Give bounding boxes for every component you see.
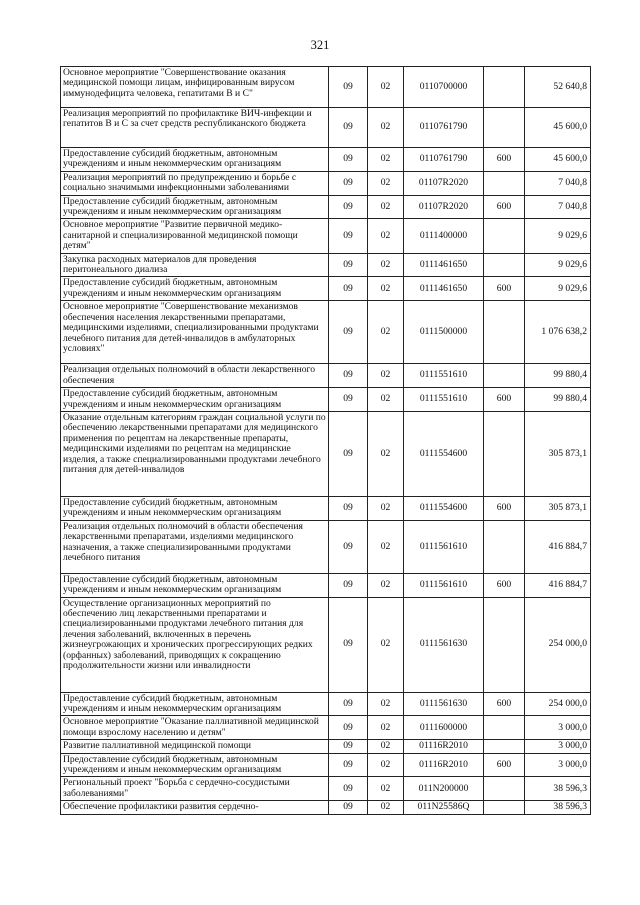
row-section-code: 09 xyxy=(329,740,368,753)
table-row xyxy=(61,520,591,573)
row-target-article-code: 0111461650 xyxy=(404,277,484,301)
row-subsection-code: 02 xyxy=(368,253,404,277)
row-amount: 99 880,4 xyxy=(525,364,591,388)
row-name: Региональный проект "Борьба с сердечно-сосудистыми заболеваниями" xyxy=(61,777,329,801)
row-subsection-code: 02 xyxy=(368,692,404,716)
row-amount: 38 596,3 xyxy=(525,801,591,814)
row-subsection-code: 02 xyxy=(368,108,404,148)
row-subsection-code: 02 xyxy=(368,777,404,801)
row-subsection-code: 02 xyxy=(368,496,404,520)
row-expense-type-code: 600 xyxy=(484,496,525,520)
row-expense-type-code: 600 xyxy=(484,753,525,777)
table-row xyxy=(61,195,591,219)
row-section-code: 09 xyxy=(329,573,368,597)
row-subsection-code: 02 xyxy=(368,301,404,364)
row-amount: 7 040,8 xyxy=(525,195,591,219)
row-section-code: 09 xyxy=(329,411,368,496)
row-name: Закупка расходных материалов для проведения перитонеального диализа xyxy=(61,253,329,277)
row-expense-type-code xyxy=(484,108,525,148)
table-row xyxy=(61,597,591,692)
row-section-code: 09 xyxy=(329,753,368,777)
row-amount: 3 000,0 xyxy=(525,716,591,740)
budget-table xyxy=(60,66,591,815)
row-subsection-code: 02 xyxy=(368,388,404,412)
row-subsection-code: 02 xyxy=(368,67,404,108)
row-subsection-code: 02 xyxy=(368,148,404,172)
row-section-code: 09 xyxy=(329,108,368,148)
row-name: Развитие паллиативной медицинской помощи xyxy=(61,740,329,753)
row-amount: 305 873,1 xyxy=(525,496,591,520)
row-target-article-code: 0111561630 xyxy=(404,692,484,716)
row-target-article-code: 0111554600 xyxy=(404,411,484,496)
row-target-article-code: 01116R2010 xyxy=(404,753,484,777)
row-amount: 9 029,6 xyxy=(525,219,591,253)
row-expense-type-code xyxy=(484,777,525,801)
table-row xyxy=(61,573,591,597)
row-expense-type-code: 600 xyxy=(484,388,525,412)
row-expense-type-code xyxy=(484,740,525,753)
row-subsection-code: 02 xyxy=(368,171,404,195)
table-row xyxy=(61,496,591,520)
row-section-code: 09 xyxy=(329,388,368,412)
row-expense-type-code xyxy=(484,219,525,253)
row-name: Реализация мероприятий по профилактике ВИЧ-инфекции и гепатитов В и С за счет средств республиканского бюджета xyxy=(61,108,329,148)
row-subsection-code: 02 xyxy=(368,364,404,388)
row-amount: 45 600,0 xyxy=(525,108,591,148)
row-section-code: 09 xyxy=(329,195,368,219)
row-expense-type-code xyxy=(484,520,525,573)
row-section-code: 09 xyxy=(329,716,368,740)
row-subsection-code: 02 xyxy=(368,740,404,753)
row-section-code: 09 xyxy=(329,692,368,716)
row-section-code: 09 xyxy=(329,277,368,301)
row-target-article-code: 0111400000 xyxy=(404,219,484,253)
row-name: Обеспечение профилактики развития сердечно- xyxy=(61,801,329,814)
table-row xyxy=(61,301,591,364)
table-row xyxy=(61,411,591,496)
table-row xyxy=(61,364,591,388)
row-expense-type-code: 600 xyxy=(484,195,525,219)
row-subsection-code: 02 xyxy=(368,411,404,496)
row-expense-type-code: 600 xyxy=(484,277,525,301)
row-section-code: 09 xyxy=(329,253,368,277)
table-row xyxy=(61,740,591,753)
row-target-article-code: 0111600000 xyxy=(404,716,484,740)
row-expense-type-code: 600 xyxy=(484,573,525,597)
row-expense-type-code: 600 xyxy=(484,148,525,172)
row-amount: 416 884,7 xyxy=(525,573,591,597)
table-row xyxy=(61,777,591,801)
row-amount: 9 029,6 xyxy=(525,277,591,301)
row-target-article-code: 0111461650 xyxy=(404,253,484,277)
table-row xyxy=(61,388,591,412)
row-target-article-code: 0111561610 xyxy=(404,520,484,573)
row-name: Предоставление субсидий бюджетным, автономным учреждениям и иным некоммерческим организациям xyxy=(61,277,329,301)
row-amount: 45 600,0 xyxy=(525,148,591,172)
row-amount: 254 000,0 xyxy=(525,692,591,716)
row-expense-type-code xyxy=(484,67,525,108)
row-name: Предоставление субсидий бюджетным, автономным учреждениям и иным некоммерческим организациям xyxy=(61,496,329,520)
row-section-code: 09 xyxy=(329,219,368,253)
row-target-article-code: 0111500000 xyxy=(404,301,484,364)
row-expense-type-code xyxy=(484,364,525,388)
row-target-article-code: 0110761790 xyxy=(404,108,484,148)
row-name: Предоставление субсидий бюджетным, автономным учреждениям и иным некоммерческим организациям xyxy=(61,148,329,172)
row-name: Основное мероприятие "Оказание паллиативной медицинской помощи взрослому населению и детям" xyxy=(61,716,329,740)
row-name: Предоставление субсидий бюджетным, автономным учреждениям и иным некоммерческим организациям xyxy=(61,195,329,219)
row-subsection-code: 02 xyxy=(368,520,404,573)
row-section-code: 09 xyxy=(329,801,368,814)
row-target-article-code: 01107R2020 xyxy=(404,195,484,219)
table-row xyxy=(61,148,591,172)
row-name: Основное мероприятие "Совершенствование механизмов обеспечения населения лекарственными препаратами, медицинскими изделиями, специализированными продуктами лечебного питания для детей-инвалидов в амбулаторных условиях" xyxy=(61,301,329,364)
row-name: Основное мероприятие "Развитие первичной медико-санитарной и специализированной медицинской помощи детям" xyxy=(61,219,329,253)
row-amount: 3 000,0 xyxy=(525,753,591,777)
row-section-code: 09 xyxy=(329,777,368,801)
row-expense-type-code xyxy=(484,716,525,740)
table-row xyxy=(61,253,591,277)
row-expense-type-code xyxy=(484,411,525,496)
row-amount: 1 076 638,2 xyxy=(525,301,591,364)
row-expense-type-code xyxy=(484,253,525,277)
row-target-article-code: 0111551610 xyxy=(404,388,484,412)
row-target-article-code: 011N25586Q xyxy=(404,801,484,814)
row-target-article-code: 0110761790 xyxy=(404,148,484,172)
row-name: Реализация отдельных полномочий в области лекарственного обеспечения xyxy=(61,364,329,388)
row-section-code: 09 xyxy=(329,364,368,388)
row-amount: 416 884,7 xyxy=(525,520,591,573)
row-amount: 305 873,1 xyxy=(525,411,591,496)
row-subsection-code: 02 xyxy=(368,277,404,301)
table-row xyxy=(61,277,591,301)
row-target-article-code: 0111561610 xyxy=(404,573,484,597)
row-amount: 38 596,3 xyxy=(525,777,591,801)
table-row xyxy=(61,67,591,108)
table-row xyxy=(61,171,591,195)
row-subsection-code: 02 xyxy=(368,753,404,777)
row-target-article-code: 0111554600 xyxy=(404,496,484,520)
row-section-code: 09 xyxy=(329,597,368,692)
row-section-code: 09 xyxy=(329,301,368,364)
row-target-article-code: 0111561630 xyxy=(404,597,484,692)
row-section-code: 09 xyxy=(329,171,368,195)
row-name: Предоставление субсидий бюджетным, автономным учреждениям и иным некоммерческим организациям xyxy=(61,692,329,716)
row-section-code: 09 xyxy=(329,496,368,520)
table-row xyxy=(61,108,591,148)
table-row xyxy=(61,801,591,814)
row-subsection-code: 02 xyxy=(368,801,404,814)
row-section-code: 09 xyxy=(329,520,368,573)
row-name: Оказание отдельным категориям граждан социальной услуги по обеспечению лекарственными препаратами для медицинского применения по рецептам на лекарственные препараты, медицинскими изделиями по рецептам на медицинские изделия, а также специализированными продуктами лечебного питания для детей-инвалидов xyxy=(61,411,329,496)
row-name: Осуществление организационных мероприятий по обеспечению лиц лекарственными препаратами и специализированными продуктами лечебного питания для лечения заболеваний, включенных в перечень жизнеугрожающих и хронических прогрессирующих редких (орфанных) заболеваний, приводящих к сокращению продолжительности жизни или инвалидности xyxy=(61,597,329,692)
row-expense-type-code xyxy=(484,171,525,195)
row-section-code: 09 xyxy=(329,67,368,108)
row-amount: 9 029,6 xyxy=(525,253,591,277)
row-target-article-code: 01116R2010 xyxy=(404,740,484,753)
table-row xyxy=(61,692,591,716)
row-amount: 3 000,0 xyxy=(525,740,591,753)
row-expense-type-code xyxy=(484,801,525,814)
row-expense-type-code: 600 xyxy=(484,692,525,716)
row-name: Предоставление субсидий бюджетным, автономным учреждениям и иным некоммерческим организациям xyxy=(61,753,329,777)
row-subsection-code: 02 xyxy=(368,597,404,692)
row-section-code: 09 xyxy=(329,148,368,172)
table-row xyxy=(61,219,591,253)
row-subsection-code: 02 xyxy=(368,573,404,597)
row-subsection-code: 02 xyxy=(368,219,404,253)
row-amount: 99 880,4 xyxy=(525,388,591,412)
page-number: 321 xyxy=(310,38,330,52)
row-target-article-code: 0111551610 xyxy=(404,364,484,388)
row-name: Основное мероприятие "Совершенствование оказания медицинской помощи лицам, инфицированным вирусом иммунодефицита человека, гепатитами В и С" xyxy=(61,67,329,108)
row-name: Предоставление субсидий бюджетным, автономным учреждениям и иным некоммерческим организациям xyxy=(61,573,329,597)
row-target-article-code: 011N200000 xyxy=(404,777,484,801)
row-target-article-code: 0110700000 xyxy=(404,67,484,108)
row-target-article-code: 01107R2020 xyxy=(404,171,484,195)
budget-table-body xyxy=(61,67,591,815)
table-row xyxy=(61,716,591,740)
row-expense-type-code xyxy=(484,301,525,364)
row-name: Предоставление субсидий бюджетным, автономным учреждениям и иным некоммерческим организациям xyxy=(61,388,329,412)
row-subsection-code: 02 xyxy=(368,195,404,219)
row-amount: 254 000,0 xyxy=(525,597,591,692)
table-row xyxy=(61,753,591,777)
row-amount: 52 640,8 xyxy=(525,67,591,108)
row-name: Реализация отдельных полномочий в области обеспечения лекарственными препаратами, изделиями медицинского назначения, а также специализированными продуктами лечебного питания xyxy=(61,520,329,573)
row-expense-type-code xyxy=(484,597,525,692)
row-subsection-code: 02 xyxy=(368,716,404,740)
row-amount: 7 040,8 xyxy=(525,171,591,195)
row-name: Реализация мероприятий по предупреждению и борьбе с социально значимыми инфекционными заболеваниями xyxy=(61,171,329,195)
